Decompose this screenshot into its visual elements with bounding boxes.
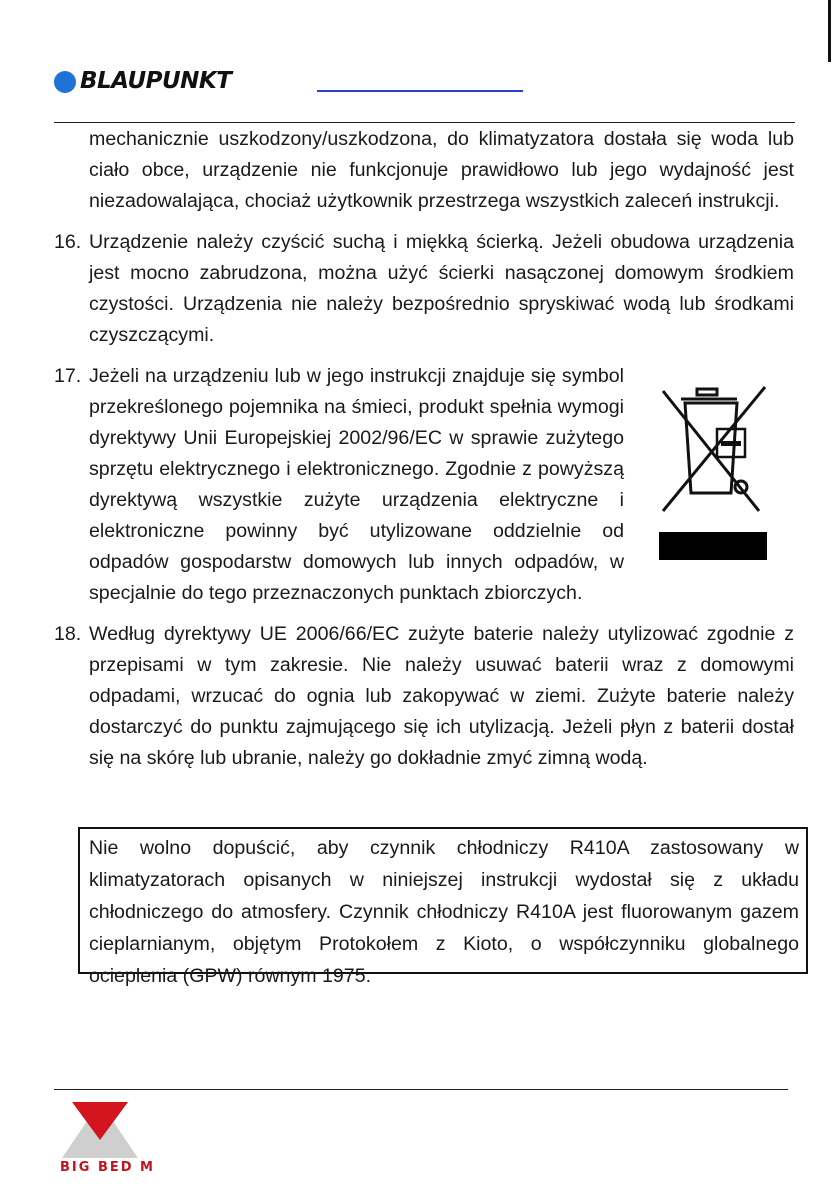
brand-dot-icon [54,71,76,93]
page-edge-mark [828,0,831,62]
footer-divider [54,1089,788,1090]
header-link-underline[interactable] [317,90,523,92]
list-text: Według dyrektywy UE 2006/66/EC zużyte baterie należy utylizować zgodnie z przepisami w tym zakresie. Nie należy usuwać baterii wraz z domowymi odpadami, wrzucać do ognia lub zakopywać w ziemi. Zużyte baterie należy dostarczyć do punktu zajmującego się ich utylizacją. Jeżeli płyn z baterii dostał się na skórę lub ubranie, należy go dokładnie zmyć zimną wodą. [89,623,794,769]
crossed-out-wheelie-bin-icon [659,381,769,521]
weee-black-bar [659,532,767,560]
page-header [54,68,794,98]
list-number: 17. [54,365,82,387]
list-item-17 [54,361,794,609]
list-item-16 [54,227,794,351]
list-number: 18. [54,623,82,645]
weee-symbol [659,381,769,609]
footer-brand: BIG BED M [60,1160,155,1175]
header-divider [54,122,795,123]
bigbed-logo-icon [60,1100,140,1162]
list-item-18 [54,619,794,774]
brand-logo: BLAUPUNKT [80,68,232,94]
list-text: Jeżeli na urządzeniu lub w jego instrukcji znajduje się symbol przekreślonego pojemnika na śmieci, produkt spełnia wymogi dyrektywy Unii Europejskiej 2002/96/EC w sprawie zużytego sprzętu elektrycznego i elektronicznego. Zgodnie z powyższą dyrektywą wszystkie zużyte urządzenia elektryczne i elektroniczne powinny być utylizowane oddzielnie od odpadów gospodarstw domowych lub innych odpadów, w specjalnie do tego przeznaczonych punktach zbiorczych. [89,365,624,604]
warning-text: Nie wolno dopuścić, aby czynnik chłodniczy R410A zastosowany w klimatyzatorach opisanych w niniejszej instrukcji wydostał się z układu chłodniczego do atmosfery. Czynnik chłodniczy R410A jest fluorowanym gazem cieplarnianym, objętym Protokołem z Kioto, o współczynniku globalnego ocieplenia (GPW) równym 1975. [89,837,799,987]
refrigerant-warning-box [78,827,808,987]
list-number: 16. [54,231,82,253]
list-text: Urządzenie należy czyścić suchą i miękką ścierką. Jeżeli obudowa urządzenia jest mocno zabrudzona, można użyć ścierki nasączonej domowym środkiem czystości. Urządzenia nie należy bezpośrednio spryskiwać wodą lub środkami czyszczącymi. [89,231,794,346]
continued-paragraph: mechanicznie uszkodzony/uszkodzona, do klimatyzatora dostała się woda lub ciało obce, urządzenie nie funkcjonuje prawidłowo lub jego wydajność jest niezadowalająca, chociaż użytkownik przestrzega wszystkich zaleceń instrukcji. [89,128,794,212]
main-content [54,124,794,784]
